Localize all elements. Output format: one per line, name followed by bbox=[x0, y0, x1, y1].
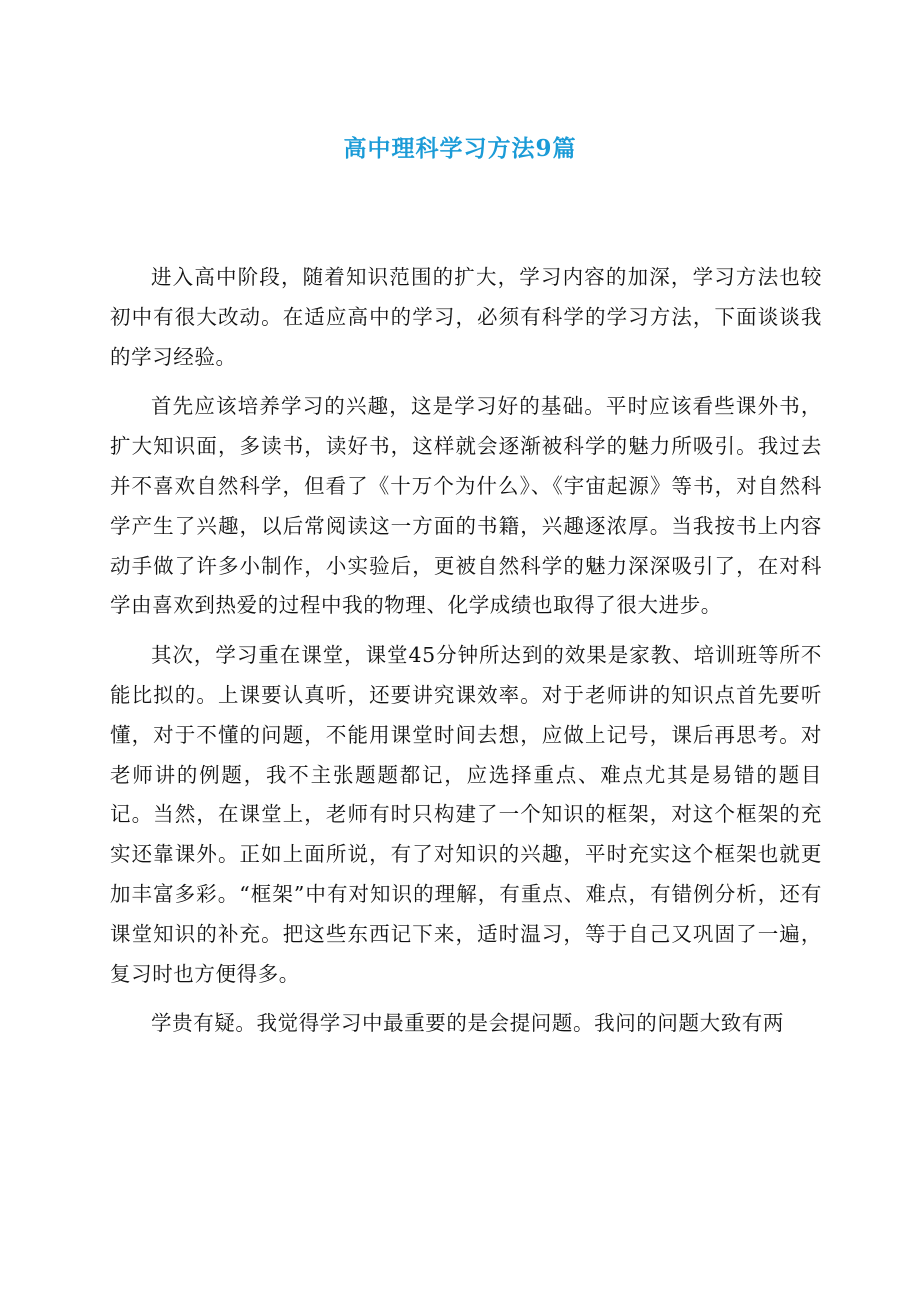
paragraph-interest: 首先应该培养学习的兴趣，这是学习好的基础。平时应该看些课外书，扩大知识面，多读书，读好书，这样就会逐渐被科学的魅力所吸引。我过去并不喜欢自然科学，但看了《十万个为什么》、《宇宙起源》等书，对自然科学产生了兴趣，以后常阅读这一方面的书籍，兴趣逐浓厚。当我按书上内容动手做了许多小制作，小实验后，更被自然科学的魅力深深吸引了，在对科学由喜欢到热爱的过程中我的物理、化学成绩也取得了很大进步。 bbox=[110, 394, 822, 618]
paragraph-classroom: 其次，学习重在课堂，课堂45分钟所达到的效果是家教、培训班等所不能比拟的。上课要认真听，还要讲究课效率。对于老师讲的知识点首先要听懂，对于不懂的问题，不能用课堂时间去想，应做上记号，课后再思考。对老师讲的例题，我不主张题题都记，应选择重点、难点尤其是易错的题目记。当然，在课堂上，老师有时只构建了一个知识的框架，对这个框架的充实还靠课外。正如上面所说，有了对知识的兴趣，平时充实这个框架也就更加丰富多彩。“框架”中有对知识的理解，有重点、难点，有错例分析，还有课堂知识的补充。把这些东西记下来，适时温习，等于自己又巩固了一遍，复习时也方便得多。 bbox=[110, 643, 822, 986]
document-title: 高中理科学习方法9篇 bbox=[343, 135, 577, 163]
document-body bbox=[110, 258, 822, 1054]
paragraph-intro: 进入高中阶段，随着知识范围的扩大，学习内容的加深，学习方法也较初中有很大改动。在适应高中的学习，必须有科学的学习方法，下面谈谈我的学习经验。 bbox=[110, 265, 822, 369]
paragraph-questions: 学贵有疑。我觉得学习中最重要的是会提问题。我问的问题大致有两 bbox=[151, 1011, 784, 1036]
